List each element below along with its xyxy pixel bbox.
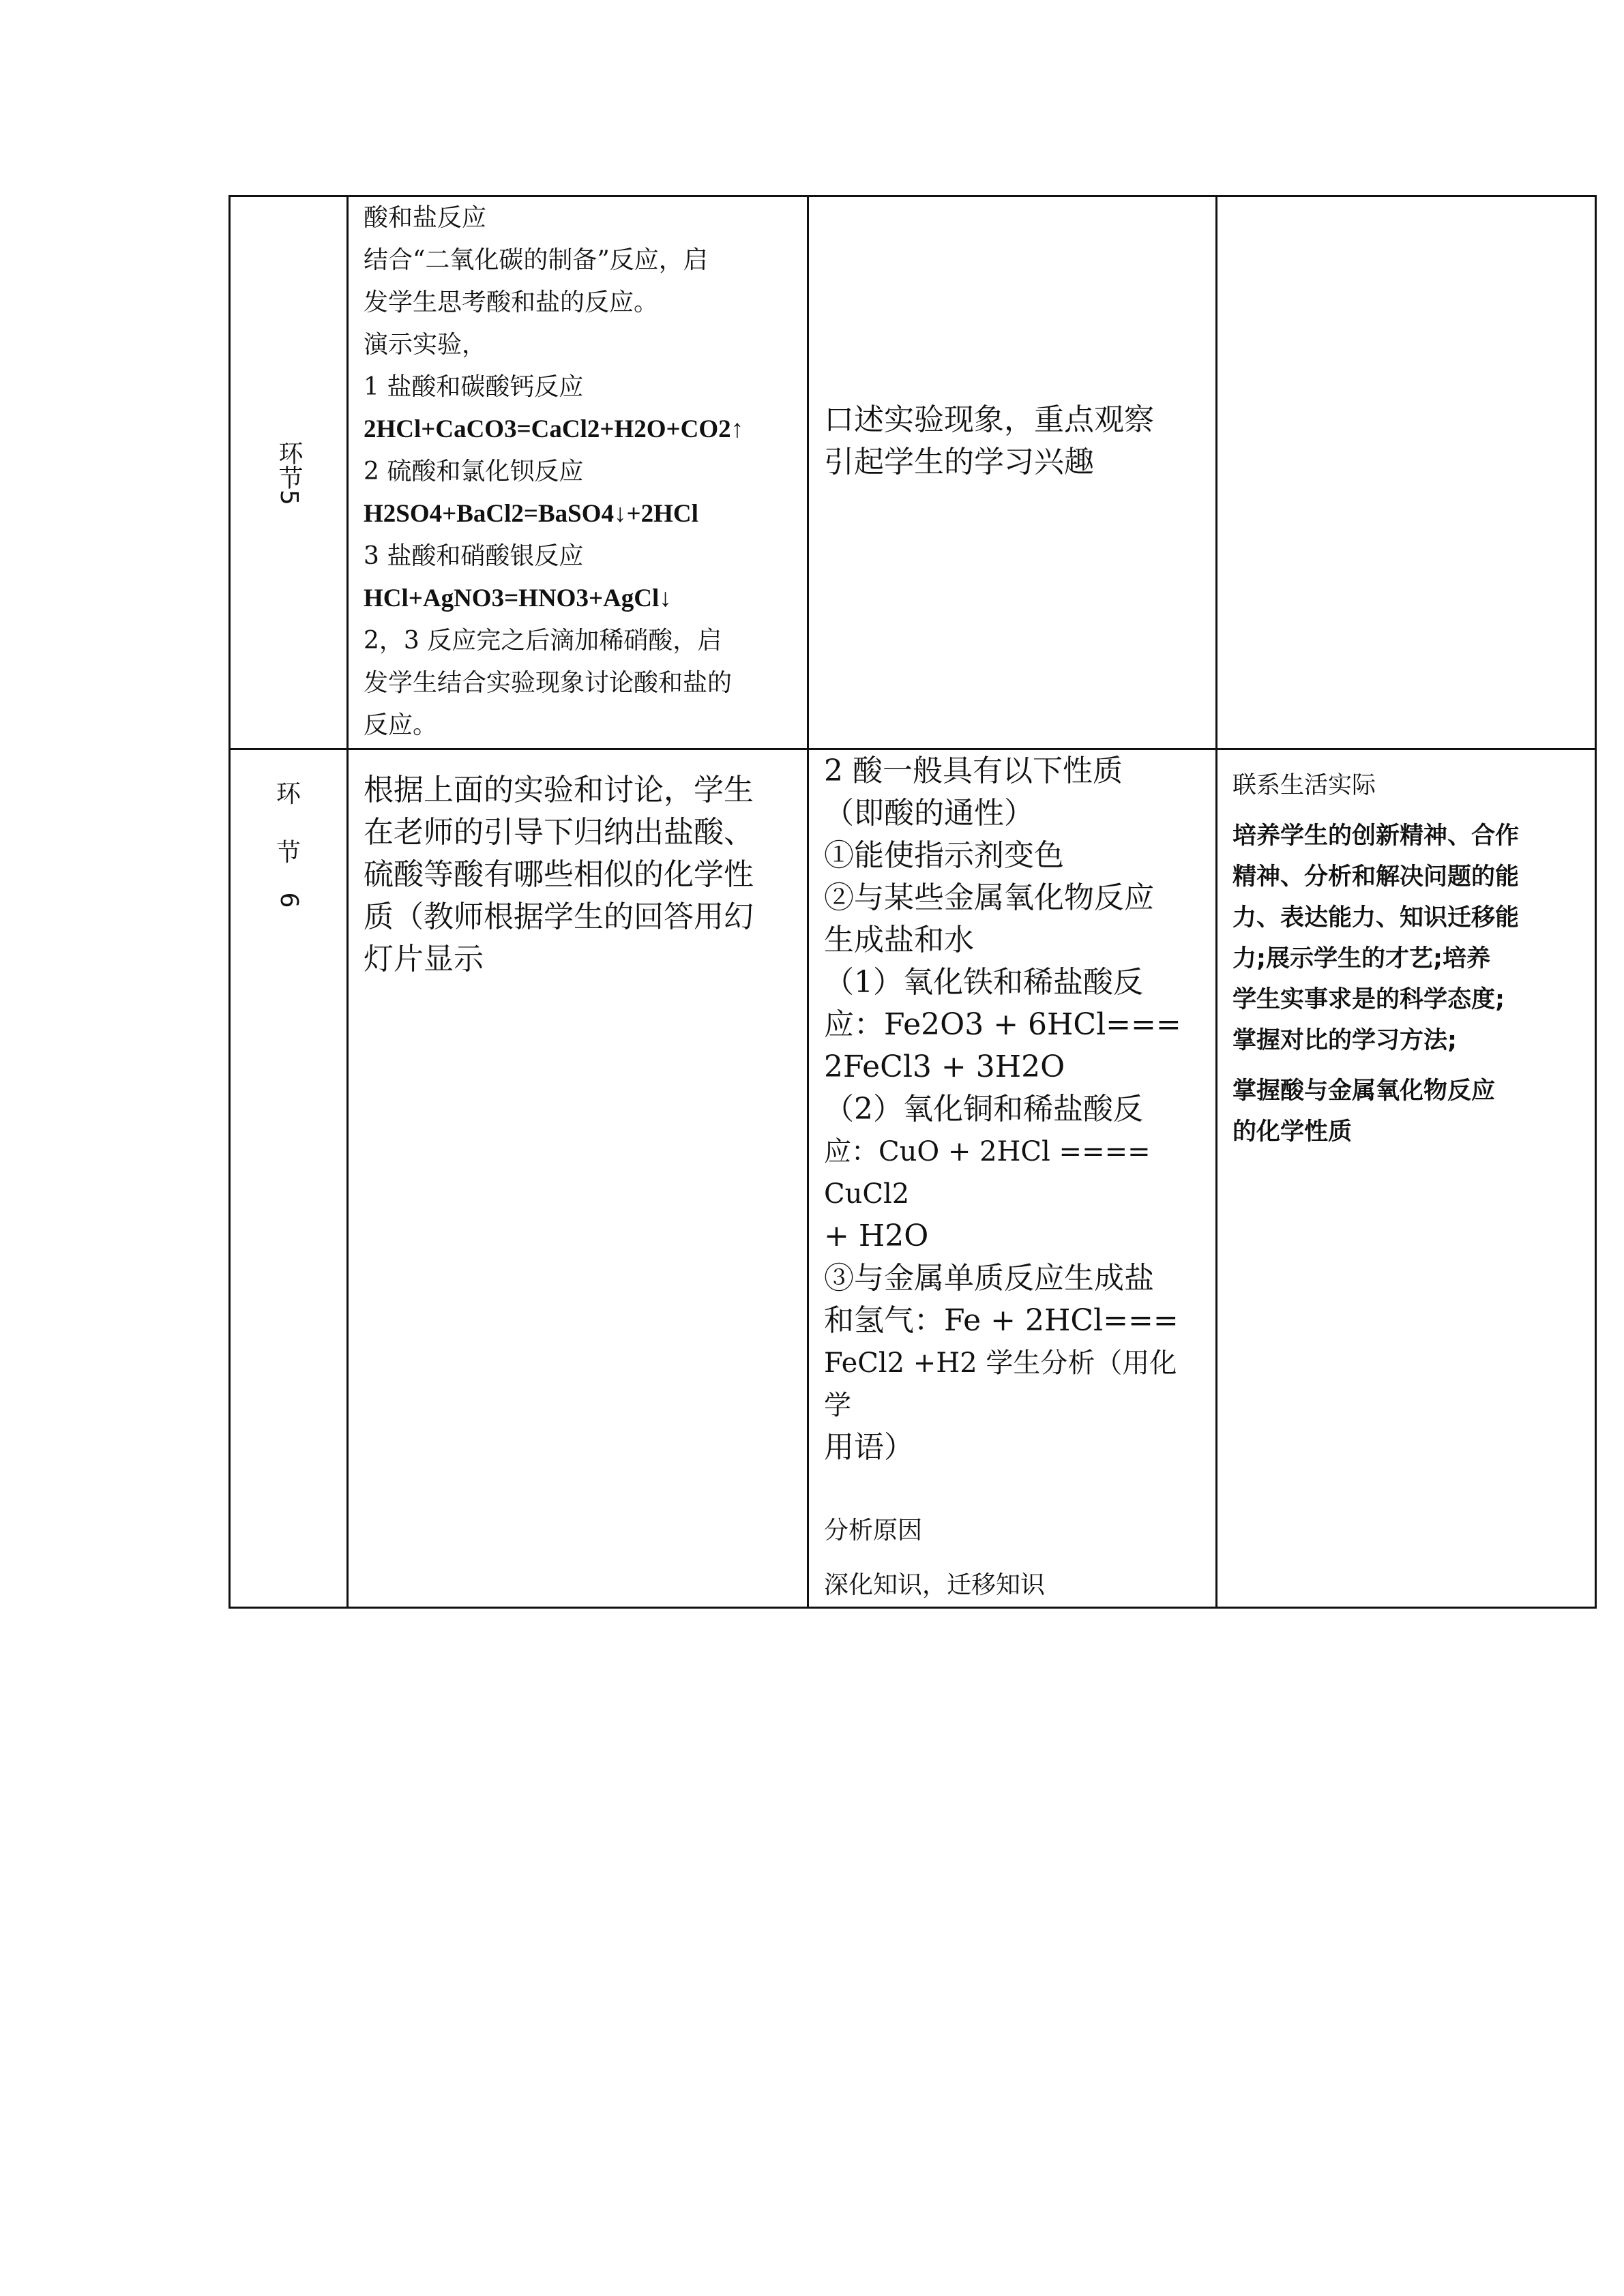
student-cell-6 — [808, 749, 1217, 1608]
equation-line: 应：CuO + 2HCl ==== CuCl2 — [824, 1136, 1151, 1210]
student-line: ①能使指示剂变色 — [824, 838, 1064, 873]
stage-cell-5 — [230, 196, 348, 749]
intent-line: 培养学生的创新精神、合作 — [1232, 822, 1520, 850]
activity-line: 2 硫酸和氯化钡反应 — [364, 458, 584, 486]
activity-line: 1 盐酸和碳酸钙反应 — [364, 373, 584, 401]
activity-cell-6 — [348, 749, 808, 1608]
activity-line: 质（教师根据学生的回答用幻 — [364, 899, 754, 934]
stage-char: 6 — [275, 892, 303, 908]
equation-line: + H2O — [824, 1219, 929, 1253]
activity-line: 发学生结合实验现象讨论酸和盐的 — [364, 669, 733, 697]
activity-line: 硫酸等酸有哪些相似的化学性 — [364, 857, 754, 892]
student-line: （即酸的通性） — [824, 796, 1034, 831]
equation-line: 2FeCl3 + 3H2O — [824, 1049, 1065, 1084]
equation-line: FeCl2 +H2 学生分析（用化学 — [824, 1347, 1177, 1421]
activity-line: 2，3 反应完之后滴加稀硝酸，启 — [364, 627, 722, 655]
intent-line: 力、表达能力、知识迁移能 — [1232, 904, 1520, 931]
student-line: ②与某些金属氧化物反应 — [824, 880, 1154, 915]
student-note: 深化知识，迁移知识 — [824, 1571, 1046, 1599]
intent-line: 的化学性质 — [1232, 1118, 1353, 1146]
student-line: （2）氧化铜和稀盐酸反 — [824, 1092, 1143, 1127]
intent-line: 精神、分析和解决问题的能 — [1232, 863, 1520, 891]
intent-line: 联系生活实际 — [1232, 772, 1376, 799]
table-row-stage-6 — [230, 749, 1596, 1608]
equation-caco3: 2HCl+CaCO3=CaCl2+H2O+CO2↑ — [364, 415, 744, 443]
activity-line: 酸和盐反应 — [364, 204, 487, 232]
intent-line: 掌握酸与金属氧化物反应 — [1232, 1077, 1496, 1105]
intent-cell-6 — [1217, 749, 1596, 1608]
intent-line: 学生实事求是的科学态度; — [1232, 986, 1505, 1013]
student-cell-5 — [808, 196, 1217, 749]
intent-cell-5 — [1217, 196, 1596, 749]
activity-line: 演示实验， — [364, 331, 487, 359]
activity-line: 在老师的引导下归纳出盐酸、 — [364, 815, 754, 850]
activity-line: 3 盐酸和硝酸银反应 — [364, 542, 584, 570]
stage-char: 环 — [276, 780, 301, 808]
stage-cell-6 — [230, 749, 348, 1608]
equation-line: 和氢气：Fe + 2HCl=== — [824, 1303, 1179, 1338]
stage-char: 节 — [276, 839, 301, 867]
lesson-plan-table — [228, 195, 1597, 1609]
activity-line: 根据上面的实验和讨论，学生 — [364, 773, 754, 807]
table-row-stage-5 — [230, 196, 1596, 749]
student-line: ③与金属单质反应生成盐 — [824, 1261, 1154, 1296]
student-line: （1）氧化铁和稀盐酸反 — [824, 965, 1143, 1000]
activity-line: 灯片显示 — [364, 942, 484, 976]
activity-line: 反应。 — [364, 711, 438, 739]
intent-line: 力;展示学生的才艺;培养 — [1232, 945, 1490, 972]
equation-agno3: HCl+AgNO3=HNO3+AgCl↓ — [364, 584, 672, 612]
student-line: 口述实验现象，重点观察 — [824, 402, 1154, 437]
activity-cell-5 — [348, 196, 808, 749]
activity-line: 发学生思考酸和盐的反应。 — [364, 288, 659, 316]
stage-label-5: 环节5 — [275, 440, 303, 505]
student-note: 分析原因 — [824, 1517, 923, 1545]
student-line: 生成盐和水 — [824, 923, 974, 957]
equation-bacl2: H2SO4+BaCl2=BaSO4↓+2HCl — [364, 500, 698, 528]
student-line: 用语） — [824, 1430, 914, 1465]
intent-line: 掌握对比的学习方法; — [1232, 1027, 1457, 1054]
activity-line: 结合“二氧化碳的制备”反应，启 — [364, 246, 708, 274]
student-line: 引起学生的学习兴趣 — [824, 445, 1094, 479]
student-line: 2 酸一般具有以下性质 — [824, 754, 1123, 788]
equation-line: 应：Fe2O3 + 6HCl=== — [824, 1007, 1181, 1042]
